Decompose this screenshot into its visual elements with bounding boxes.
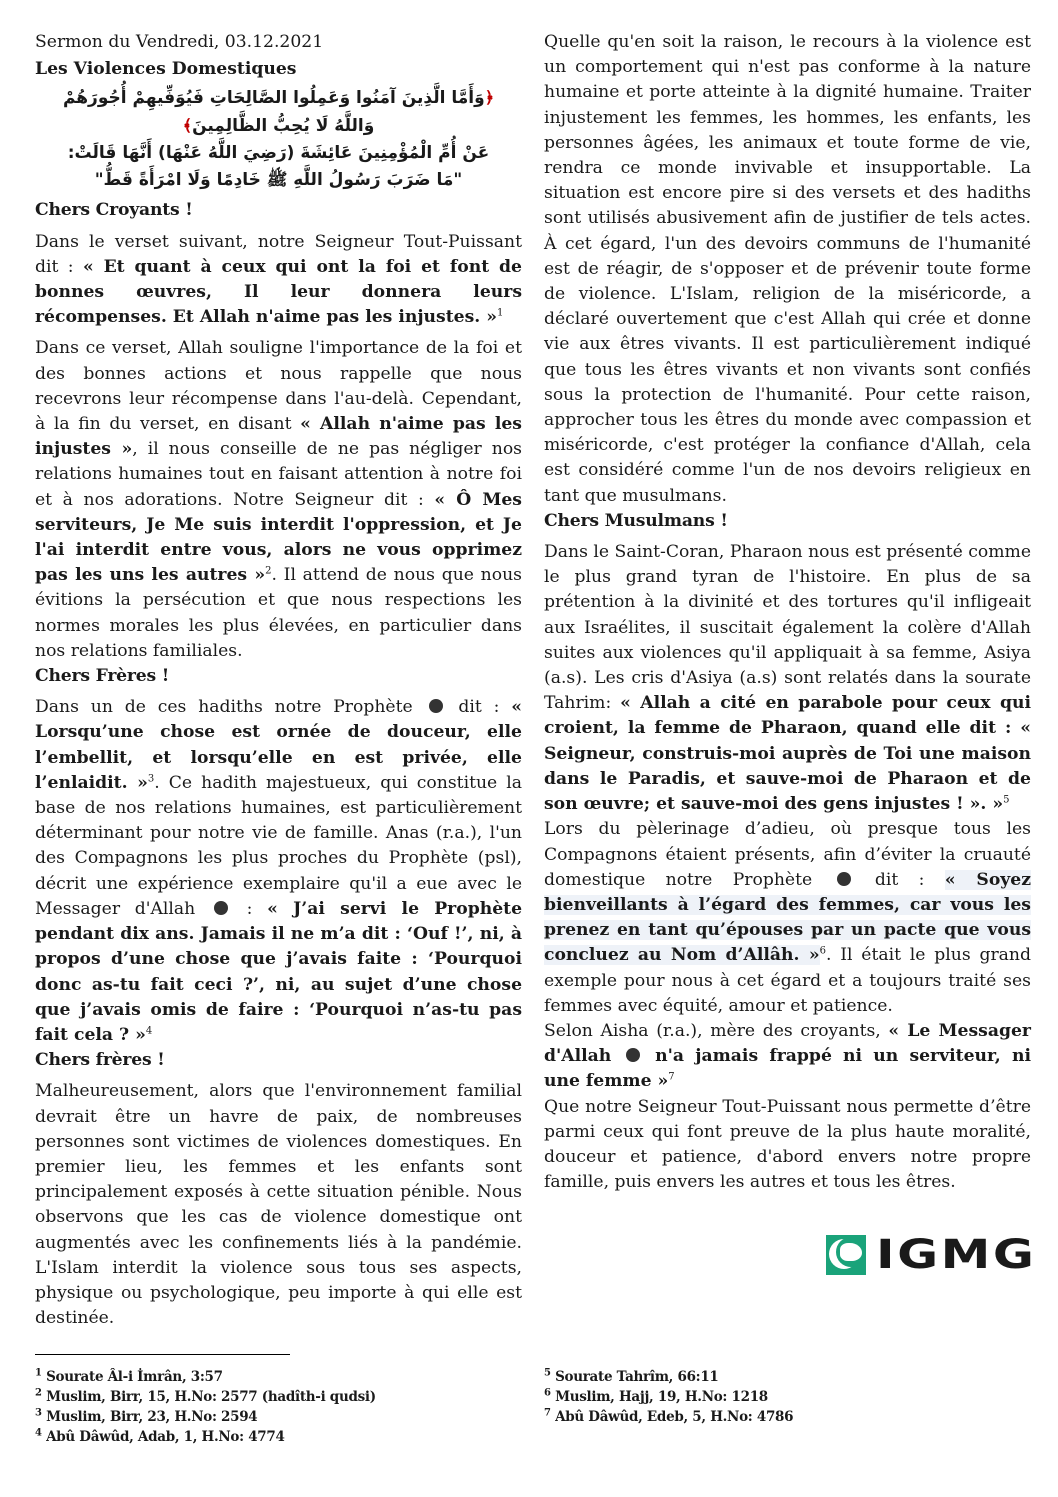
hadith-quote: « Lorsqu’une chose est ornée de douceur, elle l’embellit, et lorsqu’elle en est privée, elle l’enlaidit. » bbox=[35, 697, 522, 793]
heading-chers-musulmans: Chers Musulmans ! bbox=[544, 510, 728, 531]
footnote: $^6$ Muslim, Hajj, 19, H.No: 1218 bbox=[544, 1387, 768, 1405]
footnote-ref: 4 bbox=[145, 1025, 153, 1037]
footnote-ref: 2 bbox=[265, 565, 272, 577]
footnote-ref: 1 bbox=[497, 307, 504, 319]
footnotes-left bbox=[35, 1367, 376, 1447]
verse-quote: « Allah a cité en parabole pour ceux qui croient, la femme de Pharaon, quand elle dit : « Seigneur, construis-moi auprès de Toi une maison dans le Paradis, et sauve-moi de Pharaon et de son œuvre; et sauve-moi des gens injustes ! ». » bbox=[544, 693, 1031, 815]
paragraph: Dans un de ces hadiths notre Prophète dit : « Lorsqu’une chose est ornée de douceur, elle l’embellit, et lorsqu’elle en est privée, elle l’enlaidit. »$^3$. Ce hadith majestueux, qui constitue la base de nos relations humaines, est particulièrement déterminant pour notre vie de famille. Anas (r.a.), l'un des Compagnons les plus proches du Prophète (psl), décrit une expérience exemplaire qu'il a eue avec le Messager d'Allah : « J’ai servi le Prophète pendant dix ans. Jamais il ne m’a dit : ‘Ouf !’, ni, à propos d’une chose que j’avais faite : ‘Pourquoi donc as-tu fait ceci ?’, ni, au sujet d’une chose que j’avais omis de faire : ‘Pourquoi n’as-tu pas fait cela ? »$^4$ bbox=[35, 697, 523, 1045]
paragraph: Quelle qu'en soit la raison, le recours à la violence est un comportement qui n'est pas conforme à la nature humaine et porte atteinte à la dignité humaine. Traiter injustement les femmes, les hommes, les enfants, les personnes âgées, les animaux et toute forme de vie, rendra ce monde invivable et insupportable. La situation est encore pire si des versets et des hadiths sont utilisés abusivement afin de justifier de tels actes. À cet égard, l'un des devoirs communs de l'humanité est de réagir, de s'opposer et de prévenir toute forme de violence. L'Islam, religion de la miséricorde, a déclaré ouvertement que c'est Allah qui crée et donne vie aux êtres vivants. Il est particulièrement indiqué que tous les êtres vivants et non vivants sont confiés sous la protection de l'humanité. Pour cette raison, approcher tous les êtres du monde avec compassion et miséricorde, c'est protéger la confiance d'Allah, cela est considéré comme l'un de nos devoirs religieux en tant que musulmans. bbox=[544, 32, 1031, 506]
salawat-icon bbox=[429, 699, 443, 713]
arabic-verse-line-1: ﴿وَأَمَّا الَّذِينَ آمَنُوا وَعَمِلُوا الصَّالِحَاتِ فَيُوَفِّيهِمْ أُجُورَهُمْ bbox=[62, 88, 495, 109]
crescent-globe-icon bbox=[826, 1235, 866, 1275]
hadith-quote: « J’ai servi le Prophète pendant dix ans. Jamais il ne m’a dit : ‘Ouf !’, ni, à propos d’une chose que j’avais faite : ‘Pourquoi donc as-tu fait ceci ?’, ni, au sujet d’une chose que j’avais omis de faire : ‘Pourquoi n’as-tu pas fait cela ? » bbox=[35, 898, 523, 1045]
sermon-title: Les Violences Domestiques bbox=[35, 59, 297, 80]
paragraph: Selon Aisha (r.a.), mère des croyants, « Le Messager d'Allah n'a jamais frappé ni un serviteur, ni une femme »$^7$ bbox=[544, 1020, 1031, 1092]
footnote: $^5$ Sourate Tahrîm, 66:11 bbox=[544, 1367, 719, 1385]
salawat-icon bbox=[214, 901, 228, 915]
quran-bracket-close-icon: ﴾ bbox=[182, 116, 193, 136]
verse-quote: « Allah n'aime pas les injustes » bbox=[35, 414, 522, 460]
footnote-ref: 7 bbox=[668, 1071, 675, 1083]
verse-quote: « Et quant à ceux qui ont la foi et font de bonnes œuvres, Il leur donnera leurs récompenses. Et Allah n'aime pas les injustes. » bbox=[35, 256, 522, 328]
paragraph: Lors du pèlerinage d’adieu, où presque tous les Compagnons étaient présents, afin d’éviter la cruauté domestique notre Prophète dit : « Soyez bienveillants à l’égard des femmes, car vous les prenez en tant qu’épouses par un pacte que vous concluez au Nom d’Allâh. »$^6$. Il était le plus grand exemple pour nous à cet égard et a toujours traité ses femmes avec équité, amour et patience. bbox=[544, 819, 1031, 1016]
footnote-ref: 6 bbox=[819, 945, 826, 957]
heading-chers-freres-2: Chers frères ! bbox=[35, 1050, 165, 1071]
footnote-divider bbox=[35, 1354, 290, 1355]
paragraph: Dans ce verset, Allah souligne l'importance de la foi et des bonnes actions et nous rappelle que nous recevrons leur récompense dans l'au-delà. Cependant, à la fin du verset, en disant « Allah n'aime pas les injustes », il nous conseille de ne pas négliger nos relations humaines tout en faisant attention à notre foi et à nos adorations. Notre Seigneur dit : « Ô Mes serviteurs, Je Me suis interdit l'oppression, et Je l'ai interdit entre vous, alors ne vous opprimez pas les uns les autres »$^2$. Il attend de nous que nous évitions la persécution et que nous respections les normes morales les plus élevées, en particulier dans nos relations familiales. bbox=[35, 338, 522, 661]
footnote-ref: 5 bbox=[1003, 794, 1010, 806]
heading-chers-freres: Chers Frères ! bbox=[35, 666, 170, 687]
heading-chers-croyants: Chers Croyants ! bbox=[35, 200, 193, 221]
date-line: Sermon du Vendredi, 03.12.2021 bbox=[35, 32, 324, 52]
hadith-quote: « Ô Mes serviteurs, Je Me suis interdit l'oppression, et Je l'ai interdit entre vous, alors ne vous opprimez pas les uns les autres » bbox=[35, 489, 522, 586]
arabic-verse-line-2: وَاللَّهُ لَا يُحِبُّ الظَّالِمِينَ﴾ bbox=[182, 116, 375, 137]
paragraph: Que notre Seigneur Tout-Puissant nous permette d’être parmi ceux qui font preuve de la plus haute moralité, douceur et patience, d'abord envers notre propre famille, puis envers les autres et tous les êtres. bbox=[544, 1096, 1031, 1193]
hadith-quote: « Le Messager d'Allah bbox=[544, 1020, 1031, 1067]
footnote-ref: 3 bbox=[147, 773, 155, 785]
footnote: $^2$ Muslim, Birr, 15, H.No: 2577 (hadîth-i qudsi) bbox=[35, 1387, 376, 1405]
paragraph: Dans le verset suivant, notre Seigneur Tout-Puissant dit : « Et quant à ceux qui ont la foi et font de bonnes œuvres, Il leur donnera leurs récompenses. Et Allah n'aime pas les injustes. »$^1$ bbox=[35, 231, 522, 328]
paragraph: Malheureusement, alors que l'environnement familial devrait être un havre de paix, de nombreuses personnes sont victimes de violences domestiques. En premier lieu, les femmes et les enfants sont principalement exposés à cette situation pénible. Nous observons que les cas de violence domestique ont augmentés avec les confinements liés à la pandémie. L'Islam interdit la violence sous tous ses aspects, physique ou psychologique, peu importe à qui elle est destinée. bbox=[35, 1081, 522, 1329]
logo-text: IGMG bbox=[876, 1232, 1037, 1278]
footnote: $^3$ Muslim, Birr, 23, H.No: 2594 bbox=[35, 1407, 258, 1425]
quran-bracket-open-icon: ﴿ bbox=[484, 88, 495, 108]
right-column bbox=[544, 30, 1031, 1201]
hadith-quote: n'a jamais frappé ni un serviteur, ni une femme » bbox=[544, 1046, 1031, 1092]
footnotes-right bbox=[544, 1367, 793, 1427]
arabic-hadith-line-1: عَنْ أُمِّ الْمُؤْمِنِينَ عَائِشَةَ (رَضِيَ اللَّهُ عَنْهَا) أَنَّهَا قَالَتْ: bbox=[67, 143, 490, 164]
footnote: $^4$ Abû Dâwûd, Adab, 1, H.No: 4774 bbox=[35, 1427, 285, 1445]
footnote: $^1$ Sourate Âl-i İmrân, 3:57 bbox=[35, 1367, 223, 1385]
salawat-icon bbox=[626, 1048, 640, 1062]
paragraph: Dans le Saint-Coran, Pharaon nous est présenté comme le plus grand tyran de l'histoire. En plus de sa prétention à la divinité et des tortures qu'il infligeait aux Israélites, il suscitait également la colère d'Allah suites aux violences qu'il appliquait à sa femme, Asiya (a.s). Les cris d'Asiya (a.s) sont relatés dans la sourate Tahrim: « Allah a cité en parabole pour ceux qui croient, la femme de Pharaon, quand elle dit : « Seigneur, construis-moi auprès de Toi une maison dans le Paradis, et sauve-moi de Pharaon et de son œuvre; et sauve-moi des gens injustes ! ». »$^5$ bbox=[544, 542, 1031, 815]
footnote: $^7$ Abû Dâwûd, Edeb, 5, H.No: 4786 bbox=[544, 1407, 794, 1425]
arabic-hadith-line-2: "مَا ضَرَبَ رَسُولُ اللَّهِ ﷺ خَادِمًا وَلَا امْرَأَةً قَطُّ" bbox=[94, 170, 463, 191]
igmg-logo bbox=[826, 1232, 1037, 1278]
hadith-quote-highlighted: « Soyez bienveillants à l’égard des femmes, car vous les prenez en tant qu’épouses par un pacte que vous concluez au Nom d’Allâh. » bbox=[544, 869, 1031, 966]
left-column bbox=[35, 30, 522, 1337]
salawat-icon bbox=[837, 872, 851, 886]
